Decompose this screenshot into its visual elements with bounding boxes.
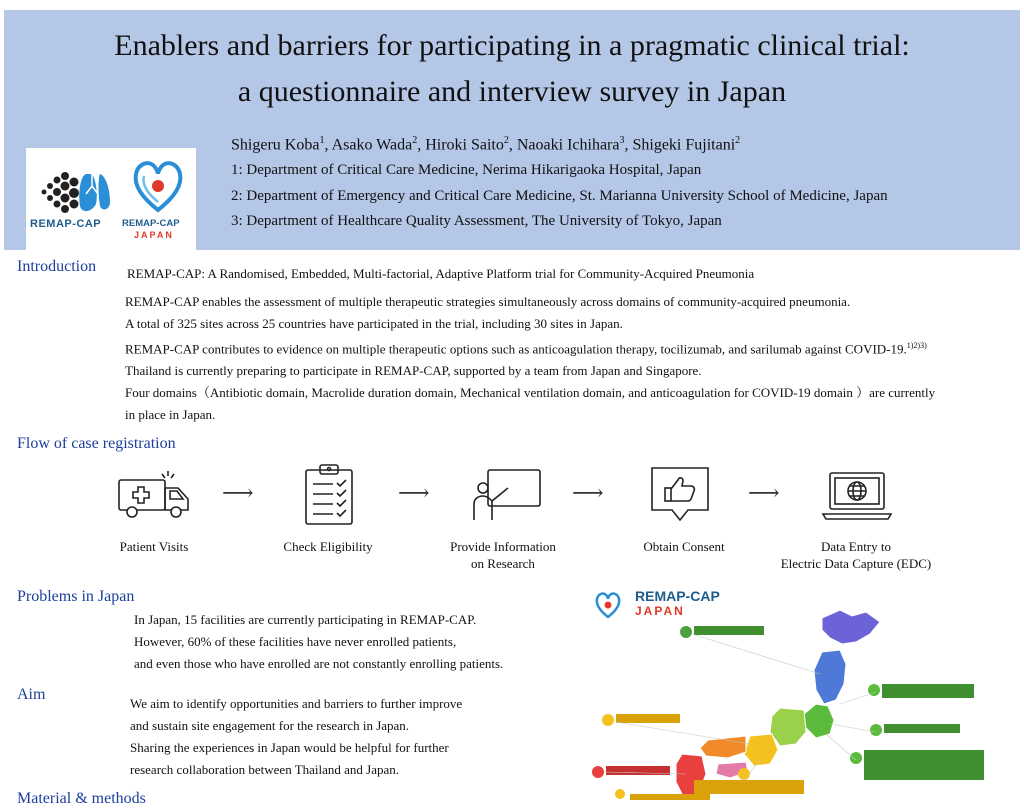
map-pin [592,766,670,778]
author-name: Asako Wada [331,136,413,154]
step-label-obtain-consent: Obtain Consent [643,539,725,554]
intro-line: A total of 325 sites across 25 countries have participated in the trial, including 30 sites in Japan. [125,316,623,331]
logo-panel [26,148,196,250]
step-label-patient-visits: Patient Visits [119,539,189,554]
checklist-icon [302,462,356,526]
author-name: Hiroki Saito [425,136,504,154]
map-pin [868,684,974,698]
aim-line: Sharing the experiences in Japan would be helpful for further [130,740,449,755]
flow-arrow: ⟶ [748,480,780,505]
step-label-data-entry: Data Entry to Electric Data Capture (EDC) [780,539,932,571]
flow-arrow: ⟶ [572,480,604,505]
poster-title-line2: a questionnaire and interview survey in Japan [237,75,787,108]
aim-line: We aim to identify opportunities and barriers to further improve [130,696,463,711]
affiliation-3: 3: Department of Healthcare Quality Assessment, The University of Tokyo, Japan [231,213,722,229]
aim-heading: Aim [17,686,46,703]
author-name: Naoaki Ichihara [516,136,620,154]
presentation-icon [466,466,544,522]
intro-line: REMAP-CAP enables the assessment of multiple therapeutic strategies simultaneously across domains of community-acquired pneumonia. [125,294,851,309]
map-pin [870,724,960,736]
aim-line: and sustain site engagement for the research in Japan. [130,718,410,733]
intro-line-with-refs: REMAP-CAP contributes to evidence on multiple therapeutic options such as anticoagulation therapy, tocilizumab, and sarilumab against COVID-19.$^{1)2)3)}$ [125,341,927,357]
intro-line: in place in Japan. [125,407,216,423]
logo2-text: REMAP-CAP [122,218,180,229]
step-label-check-eligibility: Check Eligibility [283,539,373,554]
logo2-sub: JAPAN [134,230,174,240]
introduction-text [127,263,754,285]
problems-line: and even those who have enrolled are not constantly enrolling patients. [134,656,504,671]
intro-line: Thailand is currently preparing to participate in REMAP-CAP, supported by a team from Japan and Singapore. [125,363,702,379]
remap-cap-lung-logo [34,166,112,218]
map-pin [850,750,984,780]
aim-text [130,693,462,781]
map-pin [694,768,804,794]
problems-heading: Problems in Japan [17,588,135,605]
introduction-heading: Introduction [17,258,97,275]
author-name: Shigeru Koba [231,136,320,154]
remap-cap-japan-heart-logo [130,156,186,216]
flow-heading: Flow of case registration [17,435,176,452]
intro-line: Four domains（Antibiotic domain, Macrolide duration domain, Mechanical ventilation domain, and anticoagulation for COVID-19 domain ）are currently [125,385,936,401]
map-pin [680,626,764,638]
author-list: Shigeru Koba$^1$, Asako Wada$^2$, Hiroki Saito$^2$, Naoaki Ichihara$^3$, Shigeki Fujitani$^2$ [231,135,741,154]
intro-lead: REMAP-CAP: A Randomised, Embedded, Multi-factorial, Adaptive Platform trial for Community-Acquired Pneumonia [127,266,755,281]
map-logo-text: REMAP-CAP [635,588,720,604]
flow-arrow: ⟶ [222,480,254,505]
methods-heading: Material & methods [17,790,146,807]
affiliation-2: 2: Department of Emergency and Critical Care Medicine, St. Marianna University School of Medicine, Japan [231,188,888,204]
reference-markers: 1)2)3) [906,341,927,350]
japan-map [590,604,1000,800]
poster-title-line1: Enablers and barriers for participating in a pragmatic clinical trial: [114,29,910,62]
aim-line: research collaboration between Thailand and Japan. [130,762,400,777]
introduction-body [125,291,935,426]
laptop-globe-icon [820,470,894,522]
map-pin [602,714,680,726]
map-logo-sub: JAPAN [635,604,685,618]
problems-line: In Japan, 15 facilities are currently participating in REMAP-CAP. [134,612,477,627]
problems-text [134,609,503,675]
problems-line: However, 60% of these facilities have never enrolled patients, [134,634,457,649]
flow-arrow: ⟶ [398,480,430,505]
ambulance-icon [116,466,194,520]
step-label-provide-information: Provide Information on Research [450,539,556,571]
logo1-text: REMAP-CAP [30,218,102,230]
poster-header [4,10,1020,250]
author-name: Shigeki Fujitani [632,136,736,154]
affiliation-1: 1: Department of Critical Care Medicine, Nerima Hikarigaoka Hospital, Japan [231,162,702,178]
thumbs-up-icon [648,464,712,524]
